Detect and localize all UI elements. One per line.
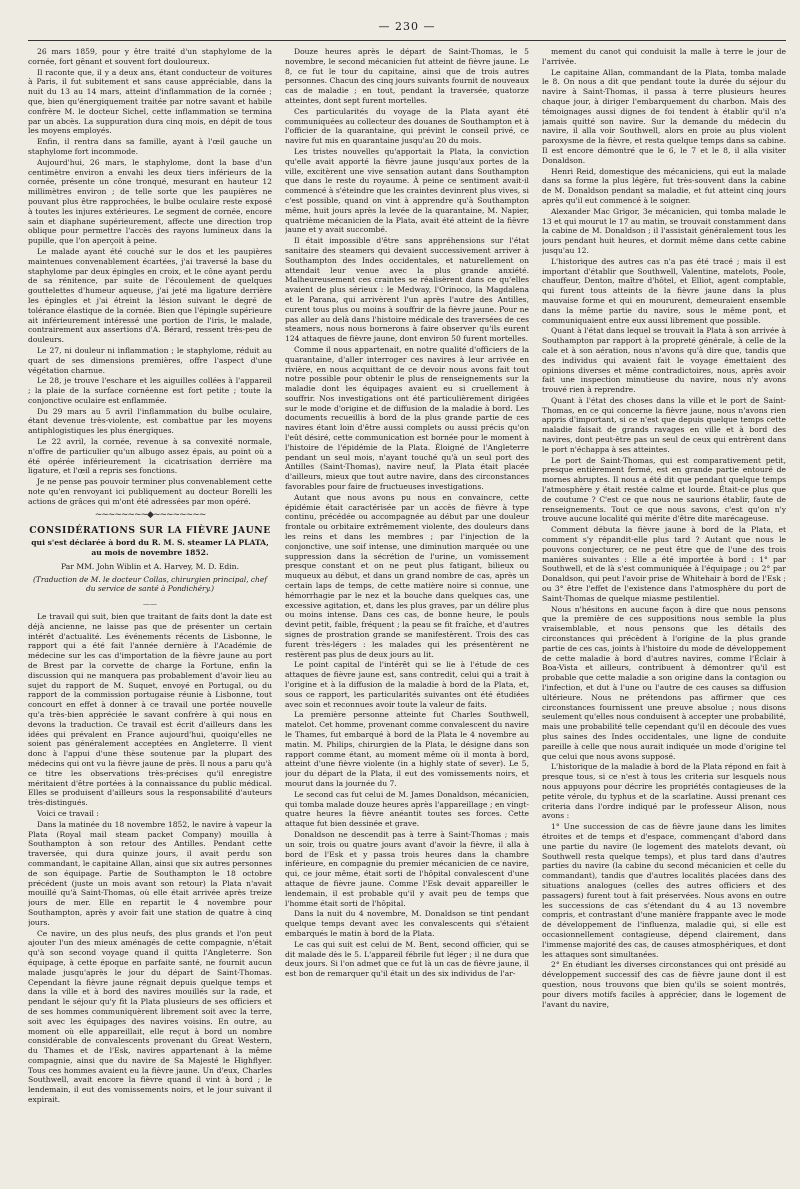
article-subtitle: qui s'est déclarée à bord du R. M. S. steamer LA PLATA, au mois de novembre 1852.	[31, 538, 269, 558]
column-2	[285, 47, 529, 1175]
paragraph: Autant que nous avons pu nous en convaincre, cette épidémie était caractérisée par un accès de fièvre à type continu, précédée ou accompagnée au début par une douleur frontale ou orbitaire extrêmement violente, des douleurs dans les reins et dans les membres ; par l'injection de la conjonctive, une soif intense, une diminution marquée ou une suppression dans la sécrétion de l'urine, un vomissement presque constant et on ne peut plus fatigant, bilieux ou muqueux au début, et dans un grand nombre de cas, après un certain laps de temps, de cette matière noire si connue, une hémorrhagie par le nez et la bouche dans quelques cas, une excessive agitation, et, dans les plus graves, par un délire plus ou moins intense. Dans ces cas, de bonne heure, le pouls devint petit, faible, fréquent ; la peau se fit fraîche, et d'autres signes de prostration grande se manifestèrent. Trois des cas furent très-légers : les malades qui les présentèrent ne restèrent pas plus de deux jours au lit.	[285, 492, 529, 659]
paragraph: Dans la nuit du 4 novembre, M. Donaldson se tint pendant quelque temps devant avec les convalescents qui s'étaient embarqués le matin à bord de la Plata.	[285, 909, 529, 938]
article-body-start	[28, 612, 272, 1105]
paragraph: Comme il nous appartenait, en notre qualité d'officiers de la quarantaine, d'aller interroger ces navires à leur arrivée en rivière, en nous acquittant de ce devoir nous avons fait tout notre possible pour obtenir le plus de renseignements sur la maladie dont les équipages avaient eu si cruellement à souffrir. Nos investigations ont été particulièrement dirigées sur le mode d'origine et de diffusion de la maladie à bord. Les documents recueillis à bord de la plus grande partie de ces navires étant loin d'être aussi complets ou aussi précis qu'on l'eût désiré, cette communication est bornée pour le moment à l'histoire de l'épidémie de la Plata. Éloigné de l'Angleterre pendant un seul mois, n'ayant touché qu'à un seul port des Antilles (Saint-Thomas), navire neuf, la Plata était placée d'ailleurs, mieux que tout autre navire, dans des circonstances favorables pour faire de fructueuses investigations.	[285, 344, 529, 492]
paragraph: Le port de Saint-Thomas, qui est comparativement petit, presque entièrement fermé, est en grande partie entouré de mornes abruptes. Il nous a été dit que pendant quelque temps l'atmosphère y était restée calme et lourde. Était-ce plus que de coutume ? C'est ce que nous ne saurions établir, faute de renseignements. Tout ce que nous savons, c'est qu'on n'y trouve aucune localité qui mérite d'être dite marécageuse.	[542, 455, 786, 524]
page-number: — 230 —	[378, 20, 436, 33]
article-body-end	[542, 47, 786, 1009]
section-ornament: ~~~~~~~~◆~~~~~~~~	[94, 509, 206, 520]
paragraph: Le travail qui suit, bien que traitant de faits dont la date est déjà ancienne, ne laisse pas que de présenter un certain intérêt d'actualité. Les événements récents de Lisbonne, le rapport qui a été fait l'année dernière à l'Académie de médecine sur les cas d'importation de la fièvre jaune au port de Brest par la corvette de charge la Fortune, enfin la discussion qui ne manquera pas probablement d'avoir lieu au sujet du rapport de M. Suquet, envoyé en Portugal, ou du rapport de la commission portugaise réunie à Lisbonne, tout concourt en effet à donner à ce travail une portée nouvelle qu'a très-bien appréciée le savant confrère à qui nous en devons la traduction. Ce travail est écrit d'ailleurs dans les idées qui prévalent en France aujourd'hui, quoiqu'elles ne soient pas généralement acceptées en Angleterre. Il vient donc à l'appui d'une thèse soutenue par la plupart des médecins qui ont vu la fièvre jaune de près. Il nous a paru qu'à ce titre les observations très-précises qu'il enregistre méritaient d'être portées à la connaissance du public médical. Elles se produisent d'ailleurs sous la responsabilité d'auteurs très-distingués.	[28, 612, 272, 808]
paragraph: 2° En étudiant les diverses circonstances qui ont présidé au développement successif des cas de fièvre jaune dont il est question, nous trouvons que bien qu'ils se soient montrés, pour divers motifs faciles à apprécier, dans le logement de l'avant du navire,	[542, 960, 786, 1009]
paragraph: Enfin, il rentra dans sa famille, ayant à l'œil gauche un staphylome fort incommode.	[28, 137, 272, 156]
paragraph: mement du canot qui conduisit la malle à terre le jour de l'arrivée.	[542, 47, 786, 66]
paragraph: Quant à l'état dans lequel se trouvait la Plata à son arrivée à Southampton par rapport à la propreté générale, à celle de la cale et à son aération, nous n'avons qu'à dire que, tandis que des individus qui avaient fait le voyage émettaient des opinions diverses et même contradictoires, nous, après avoir fait une inspection minutieuse du navire, nous n'y avons trouvé rien à reprendre.	[542, 326, 786, 395]
paragraph: Aujourd'hui, 26 mars, le staphylome, dont la base d'un centimètre environ a envahi les deux tiers inférieurs de la cornée, présente un cône tronqué, mesurant en hauteur 12 millimètres environ ; de telle sorte que les paupières ne pouvant plus être rapprochées, le bulbe oculaire reste exposé à toutes les injures extérieures. Le segment de cornée, encore sain et diaphane supérieurement, affecte une direction trop oblique pour permettre l'accès des rayons lumineux dans la pupille, que l'on aperçoit à peine.	[28, 157, 272, 246]
paragraph: Les tristes nouvelles qu'apportait la Plata, la conviction qu'elle avait apporté la fièvre jaune jusqu'aux portes de la ville, excitèrent une vive sensation autant dans Southampton que dans le reste du royaume. À peine ce sentiment avait-il commencé à s'éteindre que les craintes devinrent plus vives, si c'est possible, quand on vint à apprendre qu'à Southampton même, huit jours après la levée de la quarantaine, M. Napier, quatrième mécanicien de la Plata, avait été atteint de la fièvre jaune et y avait succombé.	[285, 146, 529, 235]
paragraph: 1° Une succession de cas de fièvre jaune dans les limites étroites et de temps et d'espace, commençant d'abord dans une partie du navire (le logement des matelots devant, où Southwell resta quelque temps), et plus tard dans d'autres parties du navire (la cabine du second mécanicien et celle du commandant), tandis que d'autres localités placées dans des situations analogues (celles des autres officiers et des passagers) furent tout à fait préservées. Nous avons en outre les successions de cas s'étendant du 4 au 13 novembre compris, et contrastant d'une manière frappante avec le mode de développement de l'influenza, maladie qui, si elle est occasionnellement contagieuse, dépend clairement, dans l'immense majorité des cas, de causes atmosphériques, et dont les attaques sont simultanées.	[542, 822, 786, 959]
translation-note: (Traduction de M. le docteur Collas, chirurgien principal, chef du service de santé à Pondichéry.)	[33, 574, 267, 594]
article-authors: Par MM. John Wiblin et A. Harvey, M. D. Edin.	[61, 561, 239, 571]
paragraph: Douze heures après le départ de Saint-Thomas, le 5 novembre, le second mécanicien fut atteint de fièvre jaune. Le 8, ce fut le tour du capitaine, ainsi que de trois autres personnes. Chacun des cinq jours suivants fournit de nouveaux cas de maladie ; en tout, pendant la traversée, quatorze atteintes, dont sept furent mortelles.	[285, 47, 529, 105]
paragraph: Je ne pense pas pouvoir terminer plus convenablement cette note qu'en renvoyant ici publiquement au docteur Borelli les actions de grâces qui m'ont été adressées par mon opéré.	[28, 477, 272, 506]
paragraph: Le second cas fut celui de M. James Donaldson, mécanicien, qui tomba malade douze heures après l'appareillage ; en vingt-quatre heures la fièvre anéantit toutes ses forces. Cette attaque fut bien dessinée et grave.	[285, 789, 529, 829]
paragraph: Quant à l'état des choses dans la ville et le port de Saint-Thomas, en ce qui concerne la fièvre jaune, nous n'avons rien appris d'important, si ce n'est que depuis quelque temps cette maladie faisait de grands ravages en ville et à bord des navires, dont peut-être pas un seul de ceux qui entrèrent dans le port n'échappa à ses atteintes.	[542, 395, 786, 454]
paragraph: Le 28, je trouve l'eschare et les aiguilles collées à l'appareil ; la plaie de la surface cornéenne est fort petite ; toute la conjonctive oculaire est enflammée.	[28, 376, 272, 405]
paragraph: Il raconte que, il y a deux ans, étant conducteur de voitures à Paris, il fut subitement et sans cause appréciable, dans la nuit du 13 au 14 mars, atteint d'inflammation de la cornée ; que, bien qu'énergiquement traitée par notre savant et habile confrère M. le docteur Sichel, cette inflammation se termina par un abcès. La suppuration dura cinq mois, en dépit de tous les moyens employés.	[28, 67, 272, 136]
paragraph: Le 22 avril, la cornée, revenue à sa convexité normale, n'offre de particulier qu'un albugo assez épais, au point où a été opérée inférieurement la cicatrisation derrière ma ligature, et l'œil a repris ses fonctions.	[28, 437, 272, 476]
paragraph: Le point capital de l'intérêt qui se lie à l'étude de ces attaques de fièvre jaune est, sans contredit, celui qui a trait à l'origine et à la diffusion de la maladie à bord de la Plata, et, sous ce rapport, les particularités suivantes ont été étudiées avec soin et reconnues avoir toute la valeur de faits.	[285, 660, 529, 709]
paragraph: L'historique des autres cas n'a pas été tracé ; mais il est important d'établir que Southwell, Valentine, matelots, Poole, chauffeur, Denton, maître d'hôtel, et Elliot, agent comptable, qui furent tous atteints de la fièvre jaune dans la plus mauvaise forme et qui en moururent, demeuraient ensemble dans la même partie du navire, sous le même pont, et communiquaient entre eux aussi librement que possible.	[542, 256, 786, 325]
paragraph: Le capitaine Allan, commandant de la Plata, tomba malade le 8. On nous a dit que pendant toute la durée du séjour du navire à Saint-Thomas, il passa à terre plusieurs heures chaque jour, à diriger l'embarquement du charbon. Mais des témoignages aussi dignes de foi tendent à établir qu'il n'a jamais quitté son navire. Sur la demande du médecin du navire, il alla voir Southwell, alors en proie au plus violent paroxysme de la fièvre, et resta quelque temps dans sa cabine. Il est encore démontré que le 6, le 7 et le 8, il alla visiter Donaldson.	[542, 67, 786, 165]
paragraph: 26 mars 1859, pour y être traité d'un staphylome de la cornée, fort gênant et souvent fort douloureux.	[28, 47, 272, 66]
case-report-text	[28, 47, 272, 507]
paragraph: Le 27, ni douleur ni inflammation ; le staphylome, réduit au quart de ses dimensions premières, offre l'aspect d'une végétation charnue.	[28, 345, 272, 375]
paragraph: Ces particularités du voyage de la Plata ayant été communiquées au collecteur des douanes de Southampton et à l'officier de la quarantaine, qui prévint le conseil privé, ce navire fut mis en quarantaine jusqu'au 20 du mois.	[285, 106, 529, 146]
header-rule	[28, 40, 786, 41]
article-body-middle	[285, 47, 529, 979]
column-1	[28, 47, 272, 1175]
paragraph: Il était impossible d'être sans appréhensions sur l'état sanitaire des steamers qui devaient successivement arriver à Southampton des Indes occidentales, et naturellement on attendait leur venue avec la plus grande anxiété. Malheureusement ces craintes se réalisèrent dans ce qu'elles avaient de plus sérieux : le Medway, l'Orinoco, la Magdalena et le Parana, qui arrivèrent l'un après l'autre des Antilles, curent tous plus ou moins à souffrir de la fièvre jaune. Pour ne pas aller au delà dans l'histoire médicale des traversées de ces steamers, nous nous bornerons à faire observer qu'ils eurent 124 attaques de fièvre jaune, dont environ 50 furent mortelles.	[285, 236, 529, 344]
paragraph: La première personne atteinte fut Charles Southwell, matelot. Cet homme, provenant comme convalescent du navire le Thames, fut embarqué à bord de la Plata le 4 novembre au matin. M. Philips, chirurgien de la Plata, le désigne dans son rapport comme étant, au moment même où il monta à bord, atteint d'une fièvre violente (in a highly state of sever). Le 5, jour du départ de la Plata, il eut des vomissements noirs, et mourut dans la journée du 7.	[285, 710, 529, 788]
column-3	[542, 47, 786, 1175]
paragraph: Nous n'hésitons en aucune façon à dire que nous pensons que la première de ces suppositions nous semble la plus vraisemblable, et nous pensons que les détails des circonstances qui précèdent à l'origine de la plus grande partie de ces cas, joints à l'histoire du mode de développement de cette maladie à bord d'autres navires, comme l'Éclair à Boa-Vista et ailleurs, contribuent à démontrer qu'il est probable que cette maladie a son origine dans la contagion ou l'infection, et dut à l'une ou l'autre de ces causes sa diffusion ultérieure. Nous ne prétendons pas affirmer que ces circonstances fournissent une preuve absolue ; nous disons seulement qu'elles nous conduisent à accepter une probabilité, mais une probabilité telle cependant qu'il en découle des vues plus saines des Indes occidentales, une ligne de conduite pareille à celle que nous aurait indiquée un mode d'origine tel que celui que nous avons supposé.	[542, 604, 786, 761]
separator-dash: ——	[143, 600, 157, 609]
paragraph: Ce navire, un des plus neufs, des plus grands et l'on peut ajouter l'un des mieux aménagés de cette compagnie, n'était qu'à son second voyage quand il quitta l'Angleterre. Son équipage, à cette époque en parfaite santé, ne fournit aucun malade jusqu'après le jour du départ de Saint-Thomas. Cependant la fièvre jaune régnait depuis quelque temps et dans la ville et à bord des navires mouillés sur la rade, et pendant le séjour qu'y fit la Plata plusieurs de ses officiers et de ses hommes communiquèrent librement soit avec la terre, soit avec les équipages des navires voisins. En outre, au moment où elle appareillait, elle reçut à bord un nombre considérable de convalescents provenant du Great Western, du Thames et de l'Esk, navires appartenant à la même compagnie, ainsi que du navire de Sa Majesté le Highflyer. Tous ces hommes avaient eu la fièvre jaune. Un d'eux, Charles Southwell, avait encore la fièvre quand il vint à bord ; le lendemain, il eut des vomissements noirs, et le jour suivant il expirait.	[28, 928, 272, 1105]
three-column-body	[28, 47, 786, 1175]
paragraph: Le cas qui suit est celui de M. Bent, second officier, qui se dit malade dès le 5. L'appareil fébrile fut léger ; il ne dura que deux jours. Si l'on admet que ce fut là un cas de fièvre jaune, il est bon de remarquer qu'il était un des six individus de l'ar-	[285, 939, 529, 979]
paragraph: Comment débuta la fièvre jaune à bord de la Plata, et comment s'y répandit-elle plus tard ? Autant que nous le pouvons conjecturer, ce ne peut être que de l'une des trois manières suivantes : Elle a été importée à bord : 1° par Southwell, et de là s'est communiquée à l'équipage ; ou 2° par Donaldson, qui peut l'avoir prise de Whitehair à bord de l'Esk ; ou 3° être l'effet de l'existence dans l'atmosphère du port de Saint-Thomas de quelque miasme pestilentiel.	[542, 525, 786, 603]
paragraph: Alexander Mac Grigor, 3e mécanicien, qui tomba malade le 13 et qui mourut le 17 au matin, se trouvait constamment dans la cabine de M. Donaldson ; il l'assistait généralement tous les jours pendant huit heures, et dormit même dans cette cabine jusqu'au 12.	[542, 206, 786, 255]
paragraph: Du 29 mars au 5 avril l'inflammation du bulbe oculaire, étant devenue très-violente, est combattue par les moyens antiphlogistiques les plus énergiques.	[28, 406, 272, 436]
paragraph: Le malade ayant été couché sur le dos et les paupières maintenues convenablement écartées, j'ai traversé la base du staphylome par deux épingles en croix, et le cône ayant perdu de sa rénitence, par suite de l'écoulement de quelques gouttelettes d'humeur aqueuse, j'ai jeté ma ligature derrière les épingles et j'ai étreint la lésion suivant le degré de tolérance élastique de la cornée. Bien que l'épingle supérieure ait inférieurement intéressé une portion de l'iris, le malade, contrairement aux assertions d'A. Bérard, ressent très-peu de douleurs.	[28, 246, 272, 345]
paragraph: L'historique de la maladie à bord de la Plata répond en fait à presque tous, si ce n'est à tous les criteria sur lesquels nous nous appuyons pour décrire les propriétés contagieuses de la petite vérole, du typhus et de la scarlatine. Aussi prenant ces criteria dans l'ordre indiqué par le professeur Alison, nous avons :	[542, 762, 786, 821]
paragraph: Henri Reid, domestique des mécaniciens, qui eut la malade dans sa forme la plus légère, fut très-souvent dans la cabine de M. Donaldson pendant sa maladie, et fut atteint cinq jours après qu'il eut commencé à le soigner.	[542, 166, 786, 205]
article-title: CONSIDÉRATIONS SUR LA FIÈVRE JAUNE	[29, 525, 271, 537]
paragraph: Voici ce travail :	[37, 808, 99, 818]
paragraph: Dans la matinée du 18 novembre 1852, le navire à vapeur la Plata (Royal mail steam packet Company) mouilla à Southampton à son retour des Antilles. Pendant cette traversée, qui dura quinze jours, il avait perdu son commandant, le capitaine Allan, ainsi que six autres personnes de son équipage. Partie de Southampton le 18 octobre précédent (juste un mois avant son retour) la Plata n'avait mouillé qu'à Saint-Thomas, où elle était arrivée après treize jours de mer. Elle en repartit le 4 novembre pour Southampton, après y avoir fait une station de quatre à cinq jours.	[28, 819, 272, 927]
paragraph: Donaldson ne descendit pas à terre à Saint-Thomas ; mais un soir, trois ou quatre jours avant d'avoir la fièvre, il alla à bord de l'Esk et y passa trois heures dans la chambre inférieure, en compagnie du premier mécanicien de ce navire, qui, ce jour même, était sorti de l'hôpital convalescent d'une attaque de fièvre jaune. Comme l'Esk devait appareiller le lendemain, il est probable qu'il y avait peu de temps que l'homme était sorti de l'hôpital.	[285, 829, 529, 908]
